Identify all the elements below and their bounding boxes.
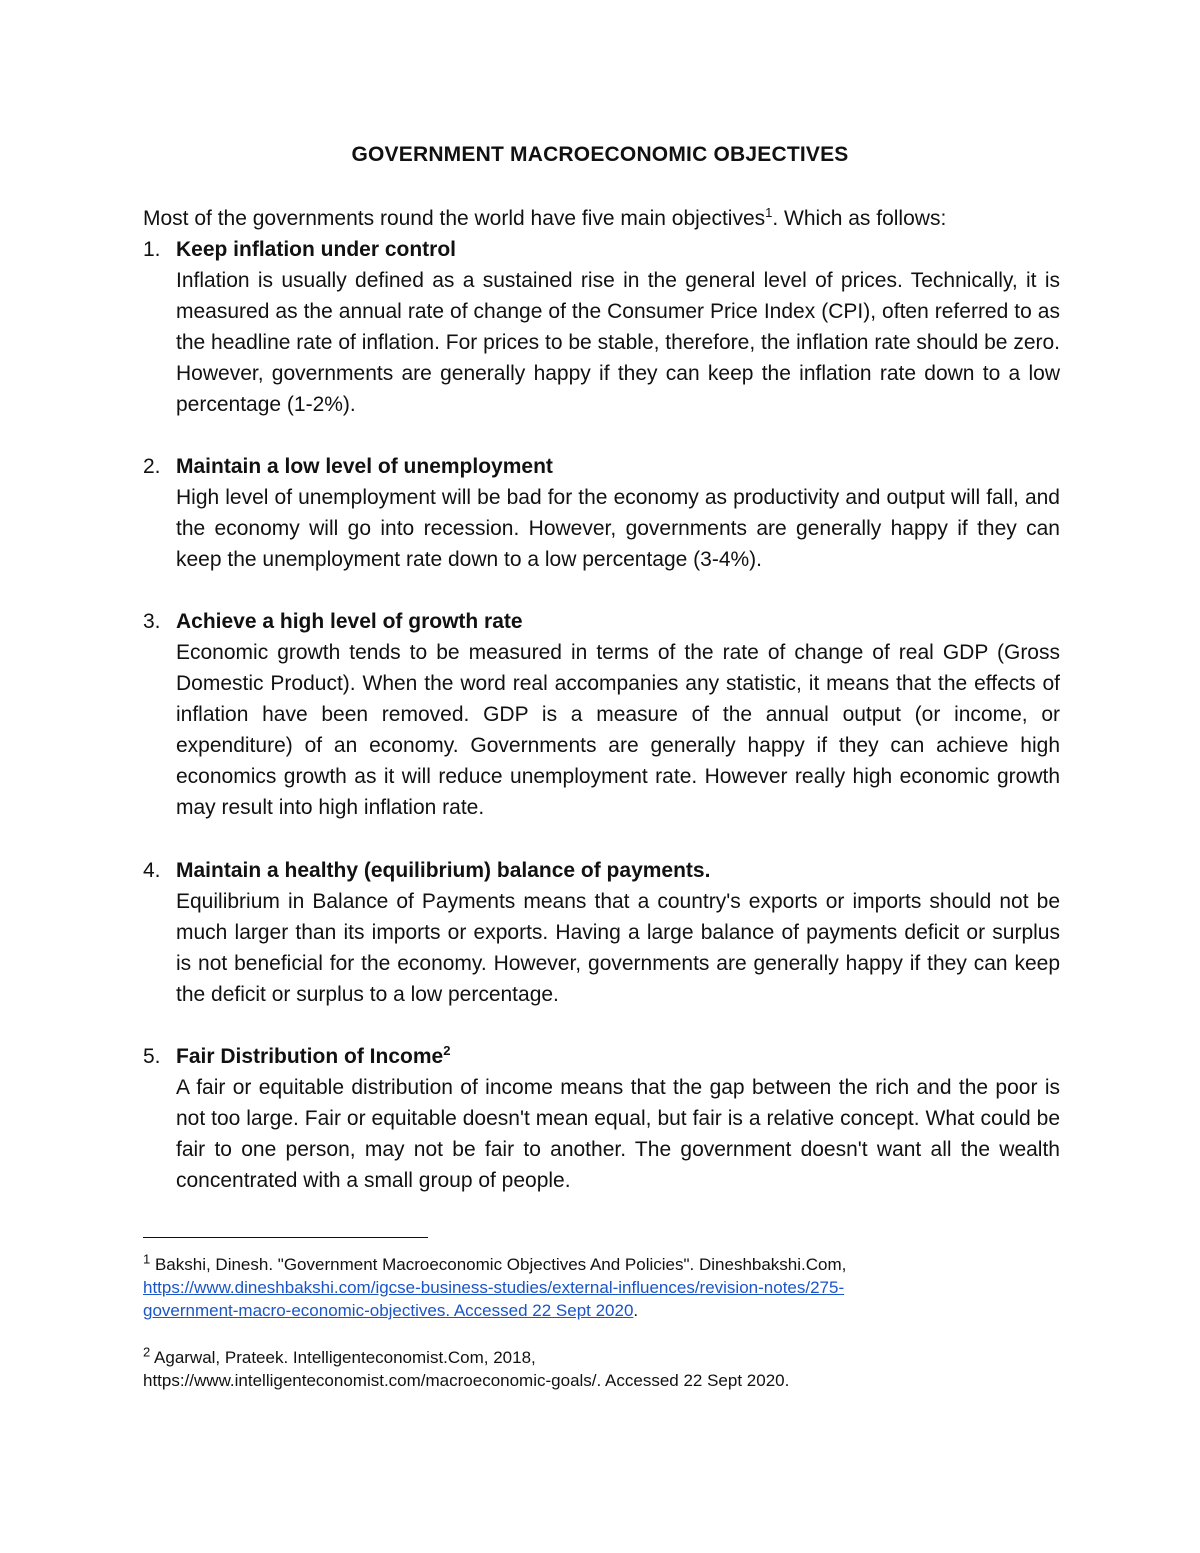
intro-paragraph [143,203,1063,234]
item-heading [176,855,1063,886]
footnote-ref-1[interactable]: 1 [765,205,773,220]
item-body: Inflation is usually defined as a sustained rise in the general level of prices. Technically, it is measured as the annual rate of change of the Consumer Price Index (CPI), often referred to as the headline rate of inflation. For prices to be stable, therefore, the inflation rate should be zero. However, governments are generally happy if they can keep the inflation rate down to a low percentage (1-2%). [176,269,1060,416]
item-body: Equilibrium in Balance of Payments means that a country's exports or imports should not be much larger than its imports or exports. Having a large balance of payments deficit or surplus is not beneficial for the economy. However, governments are generally happy if they can keep the deficit or surplus to a low percentage. [176,890,1060,1006]
item-number: 4. [143,859,161,882]
footnote-ref-2[interactable]: 2 [443,1043,451,1058]
item-body: Economic growth tends to be measured in terms of the rate of change of real GDP (Gross Domestic Product). When the word real accompanies any statistic, it means that the effects of inflation have been removed. GDP is a measure of the annual output (or income, or expenditure) of an economy. Governments are generally happy if they can achieve high economics growth as it will reduce unemployment rate. However really high economic growth may result into high inflation rate. [176,641,1060,819]
item-heading-text: Maintain a healthy (equilibrium) balance of payments. [176,859,711,882]
footnote-1-link-part1[interactable]: https://www.dineshbakshi.com/igcse-business-studies/external-influences/revision-notes/275- [143,1278,845,1297]
footnote-2-line1 [143,1346,1043,1369]
page-title: GOVERNMENT MACROECONOMIC OBJECTIVES [351,143,849,166]
footnote-marker: 2 [143,1344,151,1360]
item-number: 5. [143,1045,161,1068]
footnote-divider [143,1237,428,1238]
item-number: 1. [143,238,161,261]
item-heading-text: Keep inflation under control [176,238,457,261]
item-number: 3. [143,610,161,633]
footnote-1 [143,1253,1043,1322]
footnote-1-line1 [143,1253,1043,1276]
item-number: 2. [143,455,161,478]
footnote-1-line2 [143,1276,1043,1299]
item-heading [176,1041,1063,1072]
footnote-2-citation: Agarwal, Prateek. Intelligenteconomist.Com, 2018, [150,1348,536,1367]
footnote-1-tail: . [633,1301,639,1320]
item-heading [176,234,1063,265]
item-heading-text: Achieve a high level of growth rate [176,610,523,633]
intro-text-after: . Which as follows: [772,207,947,230]
objective-item-2 [143,451,1063,575]
footnote-1-link-part2[interactable]: government-macro-economic-objectives. Accessed 22 Sept 2020 [143,1301,634,1320]
footnote-2-line2: https://www.intelligenteconomist.com/macroeconomic-goals/. Accessed 22 Sept 2020. [143,1371,790,1390]
item-heading [176,451,1063,482]
objective-item-1 [143,234,1063,420]
footnote-1-line3 [143,1299,1043,1322]
intro-text: Most of the governments round the world have five main objectives [143,207,766,230]
footnote-2 [143,1346,1043,1392]
objective-item-5 [143,1041,1063,1196]
item-heading-text: Fair Distribution of Income [176,1045,444,1068]
item-body: A fair or equitable distribution of income means that the gap between the rich and the poor is not too large. Fair or equitable doesn't mean equal, but fair is a relative concept. What could be fair to one person, may not be fair to another. The government doesn't want all the wealth concentrated with a small group of people. [176,1076,1060,1192]
item-heading [176,606,1063,637]
footnote-marker: 1 [143,1251,151,1267]
footnote-1-citation: Bakshi, Dinesh. "Government Macroeconomic Objectives And Policies". Dineshbakshi.Com, [150,1255,847,1274]
objective-item-4 [143,855,1063,1010]
objective-item-3 [143,606,1063,823]
item-body: High level of unemployment will be bad for the economy as productivity and output will fall, and the economy will go into recession. However, governments are generally happy if they can keep the unemployment rate down to a low percentage (3-4%). [176,486,1060,571]
item-heading-text: Maintain a low level of unemployment [176,455,553,478]
